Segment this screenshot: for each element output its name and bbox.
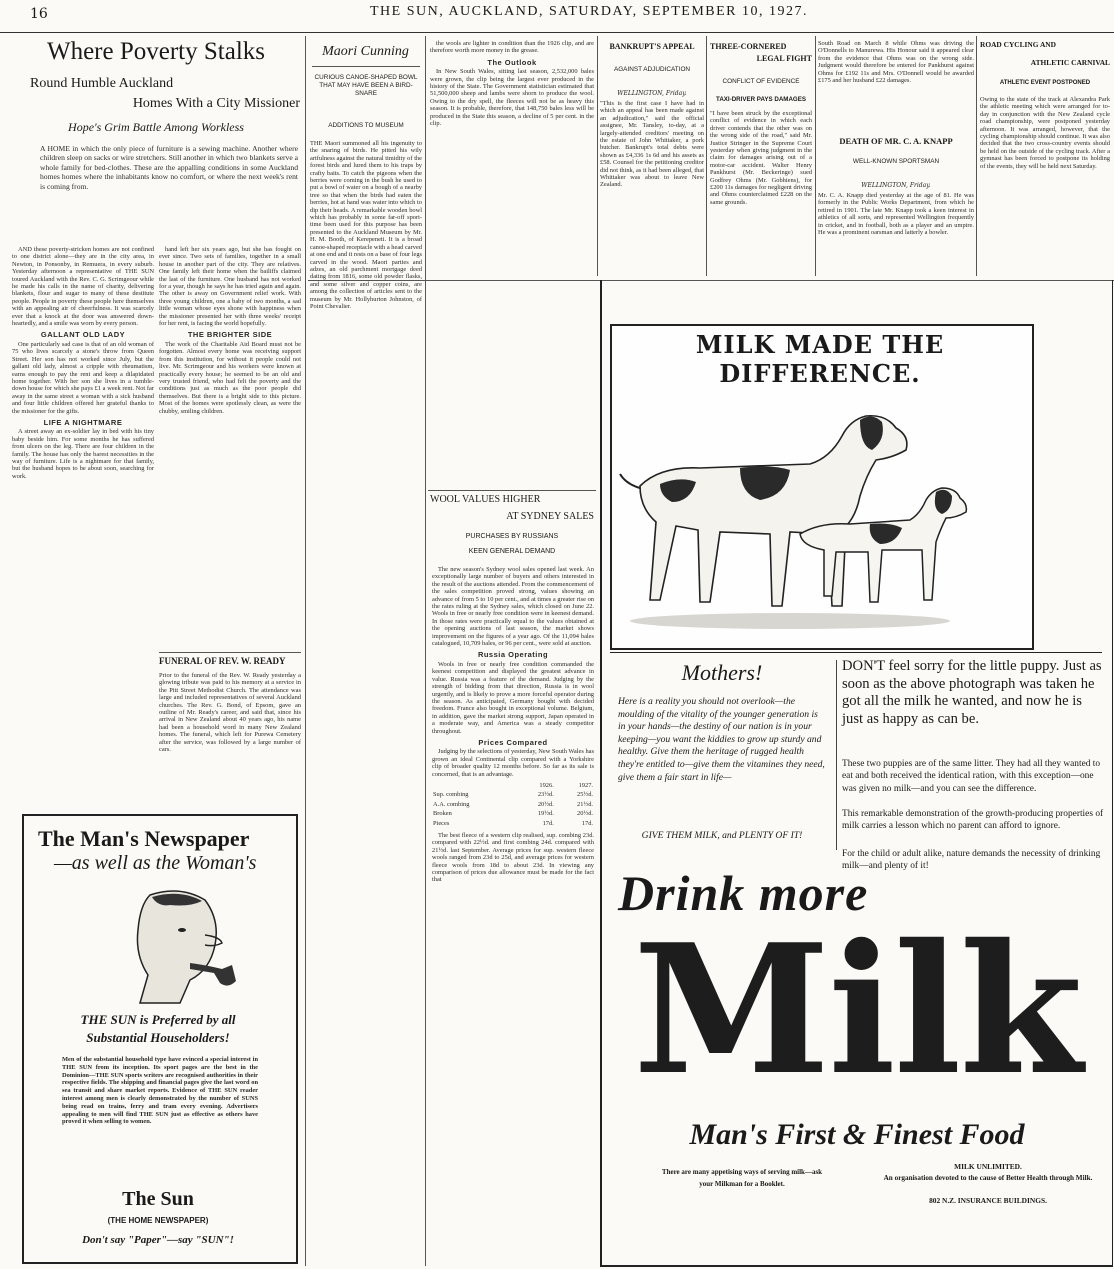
maori-headline: Maori Cunning	[322, 44, 409, 59]
milk-left-footer-2: your Milkman for a Booklet.	[699, 1180, 785, 1188]
bankrupt-deck: AGAINST ADJUDICATION	[613, 66, 691, 73]
right-body: South Road on March 8 while Ohms was driving the O'Donnells to Manurewa. His Honour said it appeared clear from the evidence that Ohms was on the wrong side. Judgment would therefore be entered for Pankhurst against Ohms for £192 11s and Mrs. O'Donnell would be awarded £175 and her husband £22 damages.	[818, 40, 974, 85]
cycling-body: Owing to the state of the track at Alexandra Park the athletic meeting which were arranged for to-day in conjunction with the New Zealand cycle road championship, were postponed yesterday afternoon. It was arranged, however, that the cycling championship should continue. It was also decided that the two cross-country events should be held on the outside of the cycling track. After a gymnast has been forced to postpone its holding of the events, they will be held next Saturday.	[980, 96, 1110, 170]
poverty-sub-3: THE BRIGHTER SIDE	[187, 330, 273, 340]
wool-outlook-sub: The Outlook	[487, 57, 537, 67]
milk-paragraph-3: For the child or adult alike, nature demands the necessity of drinking milk—and plenty of it!	[842, 849, 1101, 872]
column-rule	[425, 36, 426, 1266]
table-row: A.A. combing 20½d. 21½d.	[433, 800, 593, 808]
finest-food: Man's First & Finest Food	[689, 1118, 1025, 1151]
mothers-heading: Mothers!	[681, 660, 763, 685]
wool-body-4: The best fleece of a western clip realised, sup. combing 23d. compared with 22½d. and first combing 24d. compared with 21½d. last September. Average prices for sup. western fleece wools ranged from 23d to 25d, and average prices for western fleece wools from 18d to about 23d. In viewing any comparison of prices due allowance must be made for the fact that	[432, 832, 594, 884]
sun-ad-line-2: —as well as the Woman's	[54, 852, 257, 874]
page-number: 16	[30, 6, 48, 22]
wool-price-table	[432, 781, 594, 828]
milk-right-footer-2: An organisation devoted to the cause of Better Health through Milk.	[883, 1174, 1093, 1182]
column-rule	[976, 36, 977, 276]
death-headline: DEATH OF MR. C. A. KNAPP	[839, 136, 953, 146]
table-row: Broken 19½d. 20½d.	[433, 810, 593, 818]
wool-body-1: The new season's Sydney wool sales opened last week. An exceptionally large number of buyers and others interested in the result of the auctions attended. From the commencement of the sales competition proved strong, values showing an advance of from 5 to 10 per cent., and at times a greater rise on the rates ruling at the Sydney sales, which closed on June 22. Wools in free or nearly free condition were in keenest demand. In those rates were practically equal to the values obtained at the opening auctions of last season, the market shows improvement on the figures of a year ago. Of the 11,094 bales catalogued, 10,709 bales, or 96 per cent., were sold at auction.	[432, 566, 594, 648]
funeral-headline: FUNERAL OF REV. W. READY	[159, 656, 286, 666]
poverty-body-5: The work of the Charitable Aid Board must not be forgotten. Almost every home was receiving support from this institution, for without it people could not live. Mr. Scrimgeour and his workers were known at practically every house; he seemed to be an old and very trusted friend, who had felt the poverty and the conditions just as much as the poor people did themselves. But there is a bright side to this picture. Most of the homes were spotlessly clean, as were the chubby, smiling children.	[159, 340, 301, 415]
poverty-column-1	[12, 246, 154, 806]
masthead: THE SUN, AUCKLAND, SATURDAY, SEPTEMBER 10, 1927.	[370, 4, 808, 19]
milk-ad-rule	[610, 652, 1102, 654]
legal-headline-1: THREE-CORNERED	[710, 42, 787, 51]
wool-sub-1: Russia Operating	[477, 650, 549, 660]
wool-table-header: 1926. 1927.	[539, 781, 593, 789]
poverty-deck-1: Round Humble Auckland	[30, 76, 174, 91]
cycling-headline-1: ROAD CYCLING AND	[980, 40, 1056, 49]
poverty-deck-2: Homes With a City Missioner	[132, 96, 300, 111]
wool-outlook-body: the wools are lighter in condition than the 1926 clip, and are therefore worth more money in the grease.	[430, 40, 594, 55]
wool-column	[432, 566, 594, 1262]
wool-deck: PURCHASES BY RUSSIANS	[465, 533, 559, 540]
milk-right-footer-1: MILK UNLIMITED.	[954, 1162, 1022, 1171]
death-dateline: WELLINGTON, Friday.	[861, 182, 931, 189]
sun-ad-slogan: Don't say "Paper"—say "SUN"!	[82, 1234, 234, 1246]
maori-sub: ADDITIONS TO MUSEUM	[328, 122, 404, 129]
sun-ad-tagline-1: THE SUN is Preferred by all	[80, 1012, 236, 1027]
funeral-body: Prior to the funeral of the Rev. W. Ready yesterday a glowing tribute was paid to his memory at a service in the Pitt Street Methodist Church. The attendance was large and included representatives of several Auckland churches. The Rev. G. Bond, of Epsom, gave an outline of Mr. Ready's career, and said that, since his arrival in New Zealand about 40 years ago, his name had been a household word in many New Zealand homes. The funeral, which left for Purewa Cemetery after the service, was followed by a large number of cars.	[159, 672, 301, 754]
maori-body: THE Maori summoned all his ingenuity to the snaring of birds. He pitted his wily artfulness against the natural timidity of the forest birds and lured them to his traps by crafty baits. To catch the pigeons when the berries were coming in the bush he used to put a bowl of water on a bough of a nearby tree so that when the birds had eaten the berries, hot at hand was water into which to dip their heads. A remarkable wooden bowl which has probably in some far-off sport-time been used for this purpose has been presented to the Auckland Museum by Mr. H. M. Booth, of Kerepeneti. It is a broad canoe-shaped receptacle with a head carved at one end and it rests on a base of four legs carved in the wood. Maori parties and adzes, an old parchment mortgage deed dating from 1816, some old powder flasks, and some silver and copper coins, are among the collection of articles sent to the museum by Mr. Hollyhurton Johnston, of Point Chevalier.	[310, 140, 422, 310]
wool-outlook	[430, 40, 594, 274]
legal-deck-2: TAXI-DRIVER PAYS DAMAGES	[716, 96, 806, 103]
poverty-deck-3: Hope's Grim Battle Among Workless	[68, 120, 244, 134]
cycling-headline-2: ATHLETIC CARNIVAL	[1030, 58, 1110, 67]
sun-ad-line-1: The Man's Newspaper	[38, 826, 250, 851]
wool-body-3: Judging by the selections of yesterday, New South Wales has grown an ideal Continental clip compared with a Yorkshire clip of broader quality 12 months before. So far as its sale is concerned, that is an advantage.	[432, 748, 594, 778]
mothers-body: Here is a reality you should not overlook—the moulding of the vitality of the younger generation is in your hands—the destiny of our nation is in your keeping—you want the kiddies to grow up sturdy and healthy. Give them the heritage of rugged health they're entitled to—give them the vitamines they need, give them a fair start in life—	[618, 696, 825, 783]
column-rule	[597, 36, 598, 276]
column-rule	[706, 36, 707, 276]
sun-ad-tagline-2: Substantial Householders!	[86, 1030, 230, 1045]
death-deck: WELL-KNOWN SPORTSMAN	[852, 158, 940, 165]
wool-rule	[428, 490, 596, 491]
give-them-milk: GIVE THEM MILK, and PLENTY OF IT!	[641, 830, 803, 841]
poverty-sub-1: GALLANT OLD LADY	[40, 330, 126, 340]
milk-right-footer-3: 802 N.Z. INSURANCE BUILDINGS.	[929, 1196, 1047, 1205]
milk-left-footer-1: There are many appetising ways of serving milk—ask	[661, 1168, 823, 1176]
wool-deck-2: KEEN GENERAL DEMAND	[468, 548, 556, 555]
poverty-column-2	[159, 246, 301, 646]
maori-deck: CURIOUS CANOE-SHAPED BOWL THAT MAY HAVE BEEN A BIRD-SNARE	[314, 74, 418, 97]
gentleman-illustration	[110, 885, 250, 1005]
milk-banner: MILK MADE THE DIFFERENCE.	[695, 330, 945, 388]
wool-outlook-body-2: In New South Wales, sitting last season, 2,532,000 bales were grown, the clip being the largest ever produced in the history of the State. The Government statistician estimated that 51,500,000 sheep and lambs were shorn to produce the wool. Owing to the dry spell, the fleeces will not be as heavy this season. It is probable, therefore, that 148,750 bales less will be produced in the State this season, a decline of 5 per cent. in the clip.	[430, 68, 594, 128]
poverty-sub-2: LIFE A NIGHTMARE	[43, 417, 123, 427]
sun-logo: The Sun	[122, 1188, 194, 1210]
sun-ad-body: Men of the substantial household type have evinced a special interest in THE SUN from its inception. Its sport pages are the best in the Dominion—THE SUN sports writers are recognised authorities in their respective fields. The shipping and financial pages give the last word on sea transit and share market reports. Evidence of THE SUN reader interest among men is clearly demonstrated by the number of SUNS being read on trains, ferry and tram every evening. Advertisers appealing to men will find THE SUN just as effective as others have proved it when selling to women.	[62, 1056, 258, 1126]
table-row: Sup. combing 23½d. 25½d.	[433, 791, 593, 799]
column-rule	[815, 36, 816, 276]
cycling-deck: ATHLETIC EVENT POSTPONED	[999, 80, 1091, 86]
legal-deck: CONFLICT OF EVIDENCE	[722, 78, 800, 85]
bankrupt-body: "This is the first case I have had in which an appeal has been made against an adjudication," said the official assignee, Mr. Tansley, to-day, at a largely-attended creditors' meeting on the estate of John Whittaker, a pork butcher. Bankrupt's total debts were shown as £4,336 1s 6d and his assets as £58. Counsel for the petitioning creditor did not think, as it had been alleged, that Whittaker was about to leave New Zealand.	[600, 100, 704, 189]
poverty-body-4: hand left her six years ago, but she has fought on ever since. Two sets of families, together in a small house in another part of the city. They are relatives. One family left their home when the bailiffs claimed the last of the furniture. One husband has not worked for a year, though he says he has tried again and again. The other is away on Government relief work. With three young children, one a baby of two months, a sad little woman whose eyes shone with happiness when the missioner presented her with three weeks' receipt for her rent, is facing the world hopefully.	[159, 246, 301, 328]
drink-more: Drink more	[618, 865, 869, 921]
poverty-intro: A HOME in which the only piece of furniture is a sewing machine. Another where children sleep on sacks or wire stretchers. Still another in which two blankets serve a whole family for bed-clothes. These are the appalling conditions in some Auckland homes homes where the inhabitants know no comfort, or where the next week's rent is coming from.	[40, 144, 298, 191]
wool-sub-2: Prices Compared	[478, 737, 548, 747]
poverty-headline: Where Poverty Stalks	[46, 38, 265, 65]
milk-wordmark: Milk	[633, 905, 1081, 1114]
legal-headline-2: LEGAL FIGHT	[756, 54, 812, 63]
poverty-body-3: A street away an ex-soldier lay in bed with his tiny baby beside him. For some months he has suffered from ulcers on the leg. There are four children in the family. The house has only the barest necessities in the way of furniture. Life is a nightmare for that family, but the husband hopes to be about soon, searching for work.	[12, 428, 154, 480]
poverty-body-1: AND these poverty-stricken homes are not confined to one district alone—they are in the city area, in Newton, in Ponsonby, in Remuera, in every suburb. Yesterday afternoon a representative of THE SUN toured Auckland with the Rev. C. G. Scrimgeour while he made his calls in the name of charity, delivering blankets, flour and sugar to many of these destitute people. People in poverty these people here themselves with an appealing air of cheerfulness. It was scarcely ever that a knock at the door was answered down-heartedly, and a smile was worn by every person.	[12, 246, 154, 328]
sun-ad-home: (THE HOME NEWSPAPER)	[107, 1216, 209, 1225]
dont-feel-sorry: DON'T feel sorry for the little puppy. Just as soon as the above photograph was taken he got all the milk he wanted, and now he is just as happy as can be.	[842, 658, 1102, 727]
bankrupt-dateline: WELLINGTON, Friday.	[617, 90, 687, 97]
wool-headline-1: WOOL VALUES HIGHER	[430, 494, 541, 505]
wool-headline-2: AT SYDNEY SALES	[506, 511, 594, 522]
table-row: Pieces 17d. 17d.	[433, 819, 593, 827]
funeral-rule	[159, 652, 301, 653]
wool-body-2: Wools in free or nearly free condition commanded the keenest competition and displayed the greatest advance in value. Russia was a feature of the demand. Judging by the strength of bidding from that direction, Russia is in wool urgently, and is likely to prove a more forceful operator during the season. As anticipated, Germany bought with decided freedom. France also bought in exceptional volume. Belgium, in addition, gave the market strong support, Japan operated in a moderate way, and America was a steady competitor throughout.	[432, 660, 594, 735]
legal-body: "I have been struck by the exceptional conflict of evidence in which each driver contends that the other was on the wrong side of the road," said Mr. Justice Stringer in the Supreme Court yesterday when giving judgment in the claim for damages arising out of a motor-car accident. Walter Henry Pankhurst (Mr. Beckeringe) sued Godfrey Ohms (Mr. Gobhiens), for £200 11s damages for negligent driving and Ohms counterclaimed £228 on the same grounds.	[710, 110, 812, 206]
maori-rule	[312, 66, 420, 67]
column-rule	[305, 36, 306, 1266]
puppies-photo	[620, 366, 1020, 636]
milk-paragraph-1: These two puppies are of the same litter. They had all they wanted to eat and both received the identical ration, with this exception—one was given no milk—and you can see the difference.	[842, 759, 1101, 794]
bankrupt-headline: BANKRUPT'S APPEAL	[609, 42, 695, 51]
poverty-body-2: One particularly sad case is that of an old woman of 75 who lives scarcely a stone's throw from Queen Street. Her son has not worked since July, but the gallant old lady, almost a cripple with rheumatism, earns enough to pay the rent and keep a dilapidated home together. With her son she lives in a tumble-down house for which she pays £1 a week rent. Not far away in the same street a woman with a sick husband and four little children offered her grateful thanks to the missioner for the gifts.	[12, 340, 154, 415]
milk-paragraph-2: This remarkable demonstration of the growth-producing properties of milk carries a lesson which no parent can afford to ignore.	[842, 809, 1104, 832]
death-body: Mr. C. A. Knapp died yesterday at the age of 81. He was formerly in the Public Works Department, from which he retired in 1901. The late Mr. Knapp took a keen interest in athletics of all sorts, and represented Wellington frequently in cricket, and in football, both as a player and an umpire. He was a prominent oarsman and latterly a bowler.	[818, 192, 974, 237]
